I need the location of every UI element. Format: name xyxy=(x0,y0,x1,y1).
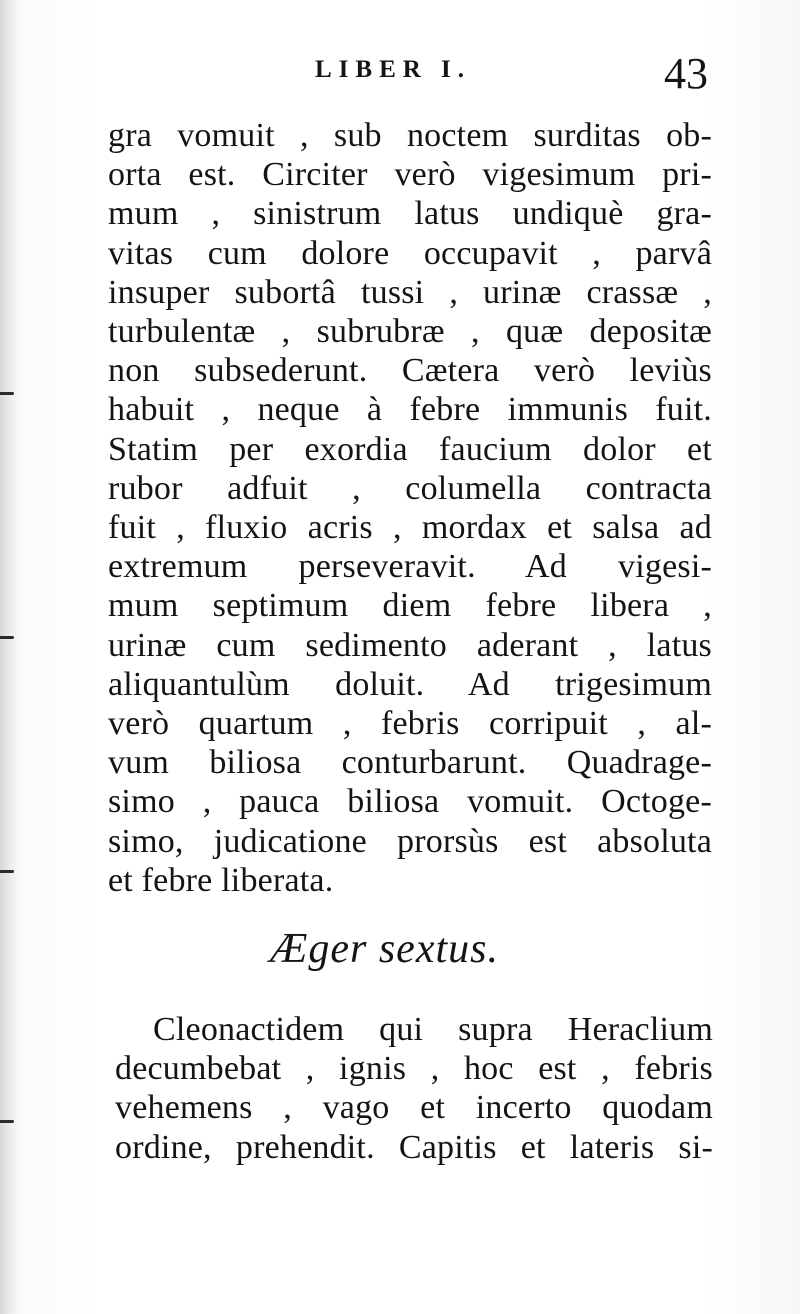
text-line: Statim per exordia faucium dolor et xyxy=(108,430,712,468)
edge-mark xyxy=(0,392,14,395)
text-line: simo, judicatione prorsùs est absoluta xyxy=(108,822,712,860)
text-line: verò quartum , febris corripuit , al- xyxy=(108,705,712,743)
running-head xyxy=(110,49,710,104)
page-gutter-edge xyxy=(0,0,20,1314)
text-line: et febre liberata. xyxy=(108,861,334,899)
text-line: turbulentæ , subrubræ , quæ depositæ xyxy=(108,313,712,351)
text-line: vitas cum dolore occupavit , parvâ xyxy=(108,234,712,272)
page-number: 43 xyxy=(664,49,708,98)
text-line: orta est. Circiter verò vigesimum pri- xyxy=(108,156,712,194)
text-line: gra vomuit , sub noctem surditas ob- xyxy=(108,117,712,154)
edge-mark xyxy=(0,636,14,639)
edge-mark xyxy=(0,870,14,873)
text-line: mum , sinistrum latus undiquè gra- xyxy=(108,195,712,233)
text-line: fuit , fluxio acris , mordax et salsa ad xyxy=(108,509,712,547)
text-line: habuit , neque à febre immunis fuit. xyxy=(108,391,712,429)
text-line: Cleonactidem qui supra Heraclium xyxy=(153,1011,713,1048)
text-line: extremum perseveravit. Ad vigesi- xyxy=(108,548,712,586)
text-line: insuper subortâ tussi , urinæ crassæ , xyxy=(108,273,712,311)
text-line: urinæ cum sedimento aderant , latus xyxy=(108,626,712,664)
text-line: ordine, prehendit. Capitis et lateris si- xyxy=(115,1128,713,1166)
running-head-title: LIBER I. xyxy=(315,56,472,83)
text-line: mum septimum diem febre libera , xyxy=(108,587,712,625)
text-line: decumbebat , ignis , hoc est , febris xyxy=(115,1050,713,1088)
text-line: vehemens , vago et incerto quodam xyxy=(115,1089,713,1127)
edge-mark xyxy=(0,1120,14,1123)
text-line: aliquantulùm doluit. Ad trigesimum xyxy=(108,665,712,703)
paragraph-case-sixth xyxy=(115,1010,713,1167)
text-line: non subsederunt. Cætera verò leviùs xyxy=(108,352,712,390)
text-line: rubor adfuit , columella contracta xyxy=(108,469,712,507)
text-line: vum biliosa conturbarunt. Quadrage- xyxy=(108,744,712,782)
text-line: simo , pauca biliosa vomuit. Octoge- xyxy=(108,783,712,821)
paragraph-case-fifth-continued xyxy=(108,116,712,900)
section-heading: Æger sextus. xyxy=(270,926,499,972)
